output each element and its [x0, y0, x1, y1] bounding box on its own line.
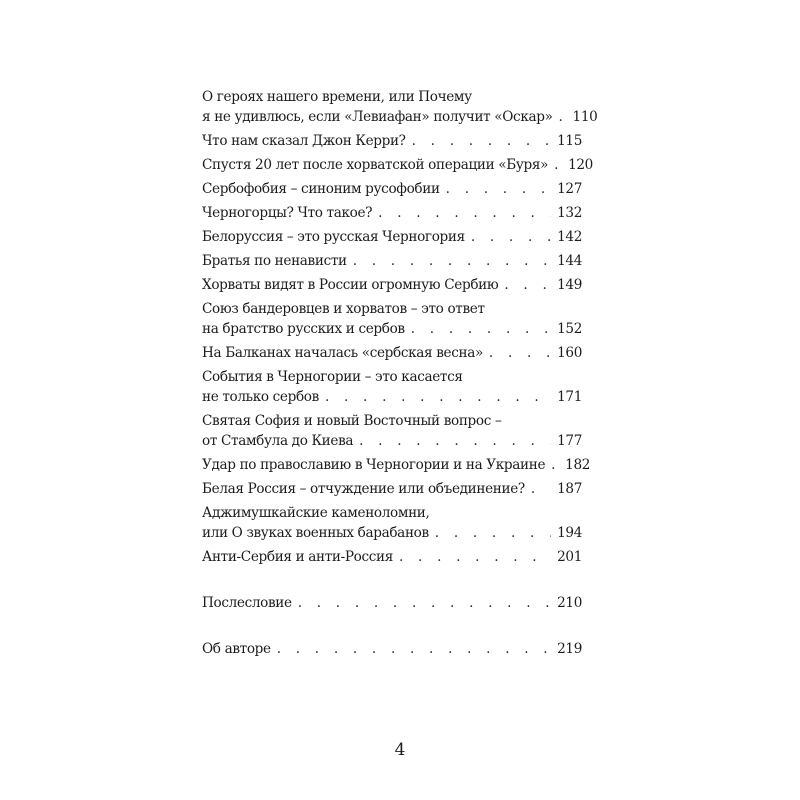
- toc-entry-page: 219: [557, 641, 582, 657]
- toc-entry-title-line: Союз бандеровцев и хорватов – это ответ: [202, 301, 485, 317]
- toc-entry-title-line: Что нам сказал Джон Керри?: [202, 133, 406, 149]
- toc-entry-title-line: Святая София и новый Восточный вопрос –: [202, 413, 502, 429]
- toc-entry-page: 142: [557, 229, 582, 245]
- toc-entry-about-author: [202, 639, 582, 659]
- toc-entry: [202, 455, 591, 475]
- toc-entry: [202, 227, 582, 247]
- toc-entry: [202, 479, 582, 499]
- toc-entry-title-line: или О звуках военных барабанов: [202, 525, 429, 541]
- toc-entry: [202, 547, 582, 567]
- dot-leader: [353, 251, 551, 271]
- toc-entry-page: 144: [557, 253, 582, 269]
- dot-leader: [489, 343, 551, 363]
- toc-entry-page: 177: [557, 433, 582, 449]
- dot-leader: [435, 523, 551, 543]
- dot-leader: [559, 107, 567, 127]
- dot-leader: [551, 455, 559, 475]
- toc-entry-title-line: Аджимушкайские каменоломни,: [202, 505, 430, 521]
- toc-entry: [202, 411, 582, 451]
- toc-entry-title-line: О героях нашего времени, или Почему: [202, 89, 472, 105]
- toc-entry-page: 160: [557, 345, 582, 361]
- toc-entry-title-line: Анти-Сербия и анти-Россия: [202, 549, 393, 565]
- toc-entry-page: 110: [572, 109, 598, 125]
- toc-entry-page: 115: [557, 133, 582, 149]
- toc-entry: [202, 367, 582, 407]
- toc-entry: [202, 203, 582, 223]
- toc-entry: [202, 343, 582, 363]
- table-of-contents: [202, 87, 598, 663]
- toc-entry: [202, 179, 582, 199]
- toc-entry-title-line: Спустя 20 лет после хорватской операции «Буря»: [202, 157, 549, 173]
- toc-entry-title-line: Удар по православию в Черногории и на Украине: [202, 457, 546, 473]
- toc-entry-title-line: Сербофобия – синоним русофобии: [202, 181, 440, 197]
- toc-entry-title-line: я не удивлюсь, если «Левиафан» получит «Оскар»: [202, 109, 553, 125]
- dot-leader: [471, 227, 551, 247]
- toc-entry-page: 210: [557, 595, 582, 611]
- toc-entry-title-line: от Стамбула до Киева: [202, 433, 354, 449]
- toc-entry-title-line: Черногорцы? Что такое?: [202, 205, 373, 221]
- toc-entry-page: 201: [557, 549, 582, 565]
- toc-entry-title-line: Белоруссия – это русская Черногория: [202, 229, 465, 245]
- toc-entry-title-line: Братья по ненависти: [202, 253, 347, 269]
- toc-entry-page: 127: [557, 181, 582, 197]
- toc-entry-title-line: События в Черногории – это касается: [202, 369, 463, 385]
- toc-entry-title-line: На Балканах началась «сербская весна»: [202, 345, 483, 361]
- toc-entry-title-line: на братство русских и сербов: [202, 321, 405, 337]
- dot-leader: [298, 593, 551, 613]
- toc-entry-afterword: [202, 593, 582, 613]
- dot-leader: [554, 155, 562, 175]
- toc-entry-page: 194: [557, 525, 582, 541]
- toc-entry-page: 152: [557, 321, 582, 337]
- toc-entry: [202, 251, 582, 271]
- toc-entry-title-line: Белая Россия – отчуждение или объединение?: [202, 481, 525, 497]
- toc-entry-title-line: Послесловие: [202, 595, 292, 611]
- toc-entry: [202, 299, 582, 339]
- dot-leader: [277, 639, 551, 659]
- dot-leader: [531, 479, 551, 499]
- dot-leader: [411, 319, 551, 339]
- toc-entry: [202, 155, 593, 175]
- dot-leader: [399, 547, 551, 567]
- dot-leader: [378, 203, 551, 223]
- page-number: 4: [394, 740, 406, 760]
- toc-entry-page: 182: [565, 457, 591, 473]
- dot-leader: [504, 275, 551, 295]
- toc-entry-title-line: не только сербов: [202, 389, 319, 405]
- dot-leader: [446, 179, 551, 199]
- toc-entry: [202, 275, 582, 295]
- dot-leader: [412, 131, 551, 151]
- toc-entry-page: 171: [557, 389, 582, 405]
- dot-leader: [359, 431, 551, 451]
- toc-entry-page: 149: [557, 277, 582, 293]
- toc-entry: [202, 131, 582, 151]
- toc-entry: [202, 503, 582, 543]
- toc-entry: [202, 87, 598, 127]
- dot-leader: [325, 387, 551, 407]
- toc-entry-page: 132: [557, 205, 582, 221]
- toc-entry-page: 120: [568, 157, 593, 173]
- toc-entry-title-line: Хорваты видят в России огромную Сербию: [202, 277, 499, 293]
- toc-entry-title-line: Об авторе: [202, 641, 271, 657]
- toc-entry-page: 187: [557, 481, 582, 497]
